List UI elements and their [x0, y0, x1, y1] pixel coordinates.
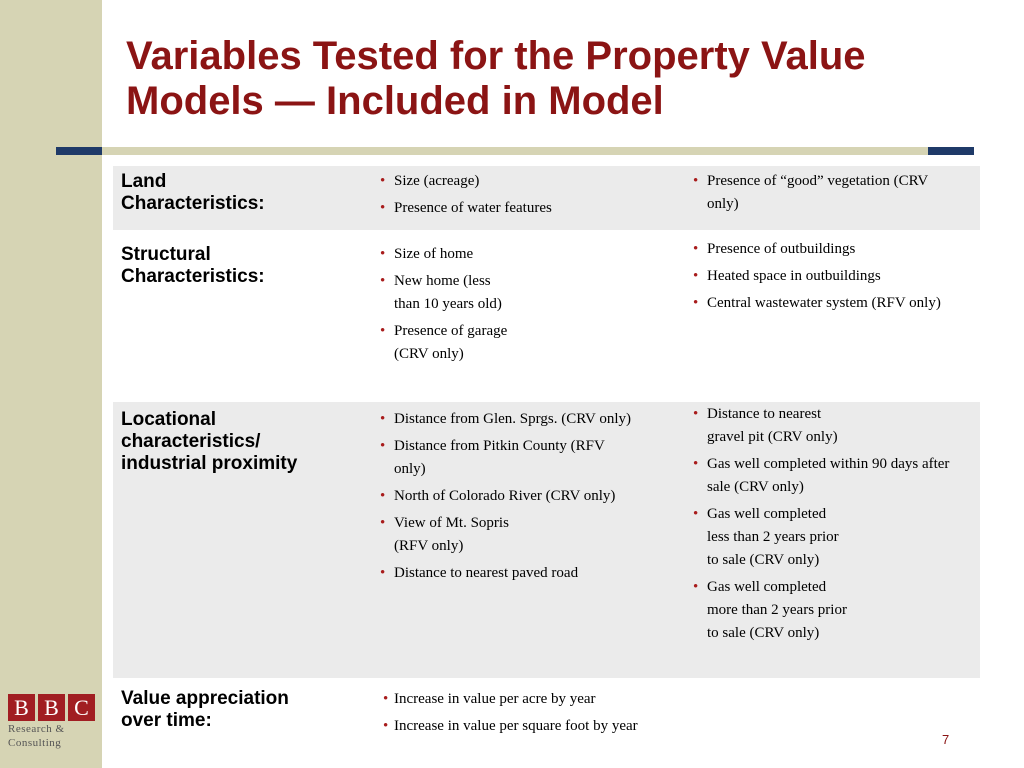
list-item: • New home (less than 10 years old)	[376, 270, 676, 316]
logo-letter: B	[38, 694, 65, 721]
left-sidebar-band	[0, 0, 102, 768]
list-item: • Distance from Glen. Sprgs. (CRV only)	[376, 408, 676, 431]
list-item: • Heated space in outbuildings	[689, 265, 989, 288]
page-number: 7	[942, 732, 950, 747]
table-row-structural	[113, 232, 980, 400]
label-line: Land	[121, 171, 167, 192]
slide-title	[126, 34, 1006, 124]
list-item: • Gas well completed within 90 days after sale (CRV only)	[689, 453, 1019, 499]
list-item: • Size (acreage)	[376, 170, 676, 193]
logo-line-1: Research &	[8, 723, 65, 735]
label-line: Structural	[121, 244, 211, 265]
list-item: • Distance to nearest paved road	[376, 562, 676, 585]
label-line: Locational	[121, 409, 217, 430]
row-label-locational	[121, 409, 297, 475]
table-row-value-appreciation	[113, 680, 980, 760]
list-item: • Gas well completed less than 2 years prior to sale (CRV only)	[689, 503, 1019, 572]
col2-list-structural	[689, 238, 989, 319]
logo-letter: B	[8, 694, 35, 721]
list-item: • Increase in value per square foot by year	[379, 715, 699, 738]
list-item: • Distance to nearest gravel pit (CRV only)	[689, 403, 1019, 449]
label-line: Characteristics:	[121, 266, 265, 287]
logo-letter: C	[68, 694, 95, 721]
label-line: Characteristics:	[121, 193, 265, 214]
logo-line-2: Consulting	[8, 737, 62, 749]
list-item: • Distance from Pitkin County (RFV only)	[376, 435, 676, 481]
list-item: • North of Colorado River (CRV only)	[376, 485, 676, 508]
logo-letter-boxes	[8, 694, 96, 721]
col2-list-land	[689, 170, 989, 220]
title-divider	[56, 147, 974, 155]
col1-list-structural	[376, 243, 676, 370]
list-item: • Presence of outbuildings	[689, 238, 989, 261]
list-item: • Increase in value per acre by year	[379, 688, 699, 711]
col1-list-land	[376, 170, 676, 224]
divider-cap-right	[928, 147, 974, 155]
label-line: Value appreciation	[121, 688, 289, 709]
row-label-value-appreciation	[121, 688, 289, 732]
title-line-2: Models — Included in Model	[126, 79, 664, 123]
list-item: • Presence of “good” vegetation (CRV only)	[689, 170, 989, 216]
list-item: • Gas well completed more than 2 years prior to sale (CRV only)	[689, 576, 1019, 645]
col1-list-locational	[376, 408, 676, 589]
label-line: over time:	[121, 710, 212, 731]
list-item: • Presence of water features	[376, 197, 676, 220]
label-line: industrial proximity	[121, 453, 298, 474]
row-label-structural	[121, 244, 265, 288]
divider-cap-left	[56, 147, 102, 155]
table-row-locational	[113, 402, 980, 678]
title-line-1: Variables Tested for the Property Value	[126, 34, 866, 78]
company-logo	[8, 694, 96, 749]
list-item: • Central wastewater system (RFV only)	[689, 292, 989, 315]
row-label-land	[121, 171, 265, 215]
table-row-land	[113, 166, 980, 230]
list-item: • View of Mt. Sopris (RFV only)	[376, 512, 676, 558]
col2-list-locational	[689, 403, 1019, 649]
list-item: • Size of home	[376, 243, 676, 266]
list-item: • Presence of garage (CRV only)	[376, 320, 676, 366]
col1-list-value-appreciation	[379, 688, 699, 742]
label-line: characteristics/	[121, 431, 261, 452]
